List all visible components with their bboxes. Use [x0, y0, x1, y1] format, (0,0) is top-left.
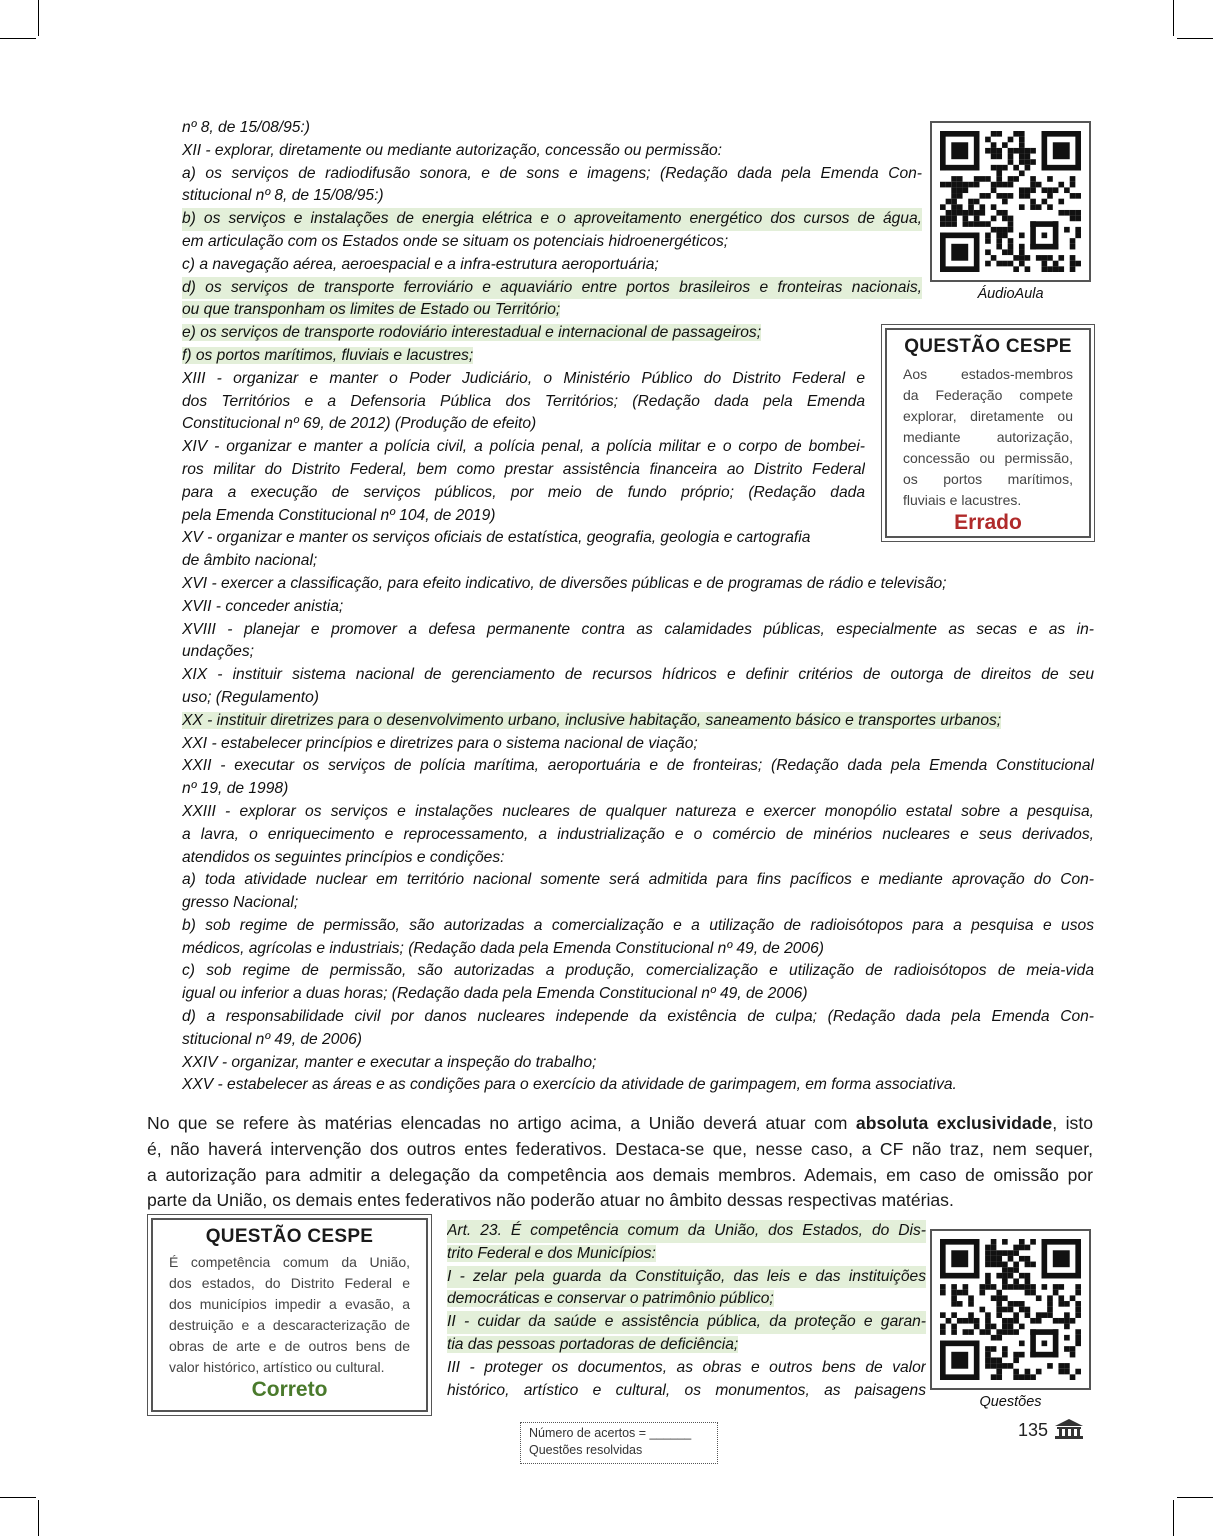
law-line-text: e) os serviços de transporte rodoviário interestadual e internacional de passageiros;: [182, 324, 762, 342]
law-line-text: XVIII - planejar e promover a defesa permanente contra as calamidades públicas, especialmente as secas e as in-: [182, 620, 1094, 638]
law-line: [182, 824, 1094, 847]
law-line: [182, 778, 1094, 801]
law-line: [182, 505, 865, 528]
law-line-text: democráticas e conservar o patrimônio público;: [447, 1290, 774, 1308]
crop-mark: [1177, 38, 1213, 39]
law-line: [182, 1029, 1094, 1052]
law-line-text: a lavra, o enriquecimento e reprocessamento, a industrialização e o comércio de minérios nucleares e seus derivados,: [182, 825, 1094, 843]
law-line-text: stitucional nº 8, de 15/08/95:): [182, 187, 384, 205]
law-line-text: uso; (Regulamento): [182, 688, 319, 706]
law-line-text: Constitucional nº 69, de 2012) (Produção de efeito): [182, 415, 537, 433]
law-line: [182, 140, 922, 163]
law-line: [182, 960, 1094, 983]
law-line: [182, 710, 1094, 733]
law-line-text: ou que transponham os limites de Estado ou Território;: [182, 301, 561, 319]
question-text: [903, 364, 1073, 511]
law-line-text: undações;: [182, 643, 254, 661]
crop-mark: [38, 1500, 39, 1536]
crop-mark: [38, 0, 39, 36]
question-line: Aos estados-membros: [903, 366, 1073, 382]
law-line-text: XIX - instituir sistema nacional de gerenciamento de recursos hídricos e definir critérios de outorga de direitos de seu: [182, 666, 1094, 684]
question-line: dos municípios impedir a evasão, a: [169, 1296, 410, 1312]
law-line-text: II - cuidar da saúde e assistência pública, da proteção e garan-: [447, 1313, 926, 1331]
counter-solved: Questões resolvidas: [529, 1443, 643, 1457]
law-line-text: XII - explorar, diretamente ou mediante autorização, concessão ou permissão:: [182, 141, 723, 159]
law-line-text: XXI - estabelecer princípios e diretrizes para o sistema nacional de viação;: [182, 734, 698, 752]
crop-mark: [1173, 1500, 1174, 1536]
law-line-text: f) os portos marítimos, fluviais e lacustres;: [182, 346, 474, 364]
paragraph-text: , isto: [1052, 1113, 1093, 1133]
law-line-text: XXII - executar os serviços de polícia marítima, aeroportuária e de fronteiras; (Redação dada pela Emenda Constitucional: [182, 757, 1094, 775]
law-line-text: c) sob regime de permissão, são autorizadas a produção, comercialização e utilização de radioisótopos de meia-vida: [182, 962, 1094, 980]
law-line: [182, 1074, 1094, 1097]
crop-mark: [1177, 1497, 1213, 1498]
paragraph-line: a autorização para admitir a delegação da competência aos demais membros. Ademais, em caso de omissão por: [147, 1164, 1093, 1185]
question-line: da Federação compete: [903, 387, 1073, 403]
law-line-text: XXIII - explorar os serviços e instalações nucleares de qualquer natureza e exercer monopólio estatal sobre a pesquisa,: [182, 802, 1094, 820]
law-line: [182, 733, 1094, 756]
qr-code-icon: [940, 1239, 1081, 1380]
qr-code-questions[interactable]: [930, 1229, 1091, 1390]
law-line-text: c) a navegação aérea, aeroespacial e a infra-estrutura aeroportuária;: [182, 255, 659, 273]
law-line: [182, 277, 922, 300]
law-line-text: ros militar do Distrito Federal, bem como prestar assistência financeira ao Distrito Federal: [182, 460, 865, 478]
law-line-text: stitucional nº 49, de 2006): [182, 1030, 362, 1048]
paragraph-line: parte da União, os demais entes federativos não poderão atuar no âmbito dessas respectivas matérias.: [147, 1190, 954, 1211]
law-line: [447, 1243, 926, 1266]
question-title: QUESTÃO CESPE: [205, 1226, 374, 1247]
law-line: [447, 1220, 926, 1243]
explanation-paragraph: [147, 1111, 1093, 1214]
question-line: dos estados, do Distrito Federal e: [169, 1275, 410, 1291]
law-line-text: histórico, artístico e cultural, os monumentos, as paisagens: [447, 1381, 926, 1399]
law-line: [447, 1288, 926, 1311]
law-line-text: XX - instituir diretrizes para o desenvolvimento urbano, inclusive habitação, saneamento básico e transportes urbanos;: [182, 711, 1002, 729]
law-line: [182, 573, 1094, 596]
law-line: [182, 391, 865, 414]
paragraph-line: [147, 1111, 1093, 1137]
law-line-text: pela Emenda Constitucional nº 104, de 2019): [182, 506, 496, 524]
question-box-bottom: [151, 1218, 428, 1412]
paragraph-line: é, não haverá intervenção dos outros entes federativos. Destaca-se que, nesse caso, a CF não traz, nem sequer,: [147, 1138, 1093, 1159]
law-line: [182, 482, 865, 505]
law-line: [182, 938, 1094, 961]
law-line-text: Art. 23. É competência comum da União, dos Estados, do Dis-: [447, 1222, 926, 1239]
law-line-text: d) os serviços de transporte ferroviário e aquaviário entre portos brasileiros e fronteiras nacionais,: [182, 278, 922, 296]
question-line: os portos marítimos,: [903, 471, 1073, 487]
paragraph-bold: absoluta exclusividade: [855, 1113, 1053, 1133]
law-line: [182, 664, 1094, 687]
question-verdict: Errado: [954, 511, 1022, 534]
law-line-text: a) toda atividade nuclear em território nacional somente será admitida para fins pacíficos e mediante aprovação do Con-: [182, 871, 1094, 889]
law-line: [182, 527, 865, 550]
question-title: QUESTÃO CESPE: [904, 336, 1072, 357]
law-line-text: para a execução de serviços públicos, por meio de fundo próprio; (Redação dada: [182, 483, 865, 501]
law-line-text: b) os serviços e instalações de energia elétrica e o aproveitamento energético dos cursos de água,: [182, 210, 922, 228]
question-line: valor histórico, artístico ou cultural.: [169, 1359, 385, 1375]
law-line: [182, 619, 1094, 642]
law-line: [182, 1006, 1094, 1029]
crop-mark: [0, 38, 36, 39]
law-line: [182, 550, 865, 573]
question-verdict: Correto: [251, 1378, 328, 1401]
qr-code-icon: [940, 131, 1081, 272]
law-line-text: III - proteger os documentos, as obras e outros bens de valor: [447, 1358, 926, 1376]
qr-caption-questions: Questões: [979, 1394, 1042, 1410]
law-line-text: XXIV - organizar, manter e executar a inspeção do trabalho;: [182, 1053, 597, 1071]
law-line: [182, 755, 1094, 778]
question-text: [169, 1252, 410, 1378]
law-line-text: médicos, agrícolas e industriais; (Redação dada pela Emenda Constitucional nº 49, de 2006): [182, 939, 824, 957]
counter-hits: Número de acertos = ______: [529, 1426, 692, 1440]
law-line: [182, 641, 1094, 664]
law-line: [182, 368, 865, 391]
question-box-top: [885, 328, 1091, 538]
law-line-text: de âmbito nacional;: [182, 552, 318, 570]
law-line-text: atendidos os seguintes princípios e condições:: [182, 848, 505, 866]
law-text-art23: [447, 1220, 926, 1402]
law-line: [182, 345, 922, 368]
law-line: [182, 915, 1094, 938]
law-line: [447, 1311, 926, 1334]
law-line-text: I - zelar pela guarda da Constituição, das leis e das instituições: [447, 1267, 926, 1285]
law-line: [447, 1334, 926, 1357]
score-counter: [520, 1422, 718, 1464]
law-line-text: gresso Nacional;: [182, 894, 299, 912]
law-line-text: d) a responsabilidade civil por danos nucleares independe da existência de culpa; (Redação dada pela Emenda Con-: [182, 1008, 1094, 1026]
law-line: [182, 436, 865, 459]
law-line: [182, 254, 922, 277]
law-line: [182, 869, 1094, 892]
crop-mark: [1173, 0, 1174, 36]
qr-code-audio[interactable]: [930, 121, 1091, 282]
question-line: fluviais e lacustres.: [903, 492, 1022, 508]
law-line-text: em articulação com os Estados onde se situam os potenciais hidroenergéticos;: [182, 232, 729, 250]
law-line: [182, 1052, 1094, 1075]
law-line-text: trito Federal e dos Municípios:: [447, 1244, 656, 1262]
law-line: [182, 847, 1094, 870]
law-line: [182, 413, 865, 436]
question-line: obras de arte e de outros bens de: [169, 1338, 410, 1354]
law-line-text: nº 8, de 15/08/95:): [182, 119, 310, 136]
question-line: explorar, diretamente ou: [903, 408, 1073, 424]
law-line: [182, 208, 922, 231]
law-line: [182, 596, 1094, 619]
law-line-text: igual ou inferior a duas horas; (Redação dada pela Emenda Constitucional nº 49, de 2006): [182, 985, 808, 1003]
question-line: concessão ou permissão,: [903, 450, 1073, 466]
law-line: [182, 892, 1094, 915]
law-line-text: nº 19, de 1998): [182, 780, 289, 798]
law-line: [182, 185, 922, 208]
law-line-text: dos Territórios e a Defensoria Pública dos Territórios; (Redação dada pela Emenda: [182, 392, 865, 410]
question-line: destruição e a descaracterização de: [169, 1317, 410, 1333]
law-line: [182, 801, 1094, 824]
law-line-text: XXV - estabelecer as áreas e as condições para o exercício da atividade de garimpagem, em forma associativa.: [182, 1076, 957, 1094]
law-line-text: XV - organizar e manter os serviços oficiais de estatística, geografia, geologia e cartografia: [182, 529, 811, 547]
law-line-text: tia das pessoas portadoras de deficiência;: [447, 1335, 739, 1353]
law-line-text: XVI - exercer a classificação, para efeito indicativo, de diversões públicas e de programas de rádio e televisão;: [182, 574, 947, 592]
law-line: [182, 231, 922, 254]
law-line: [182, 687, 1094, 710]
law-line: [182, 163, 922, 186]
law-line: [447, 1266, 926, 1289]
law-line: [182, 322, 922, 345]
paragraph-text: No que se refere às matérias elencadas no artigo acima, a União deverá atuar com: [147, 1113, 856, 1133]
question-line: É competência comum da União,: [169, 1254, 410, 1270]
law-line: [182, 299, 922, 322]
law-line-text: XIV - organizar e manter a polícia civil, a polícia penal, a polícia militar e o corpo de bombei-: [182, 438, 865, 456]
qr-caption-audio: ÁudioAula: [977, 286, 1044, 302]
law-line: [447, 1357, 926, 1380]
law-line-text: XVII - conceder anistia;: [182, 597, 344, 615]
law-line: [182, 117, 922, 140]
page-number: 135: [1018, 1420, 1049, 1440]
law-line-text: XIII - organizar e manter o Poder Judiciário, o Ministério Público do Distrito Federal e: [182, 369, 865, 387]
crop-mark: [0, 1497, 36, 1498]
law-line-text: a) os serviços de radiodifusão sonora, e de sons e imagens; (Redação dada pela Emenda Con-: [182, 164, 922, 182]
law-line-text: b) sob regime de permissão, são autorizadas a comercialização e a utilização de radioisótopos para a pesquisa e usos: [182, 916, 1094, 934]
law-line: [182, 459, 865, 482]
question-line: mediante autorização,: [903, 429, 1073, 445]
building-columns-icon: [1053, 1418, 1085, 1440]
law-line: [447, 1380, 926, 1403]
law-line: [182, 983, 1094, 1006]
